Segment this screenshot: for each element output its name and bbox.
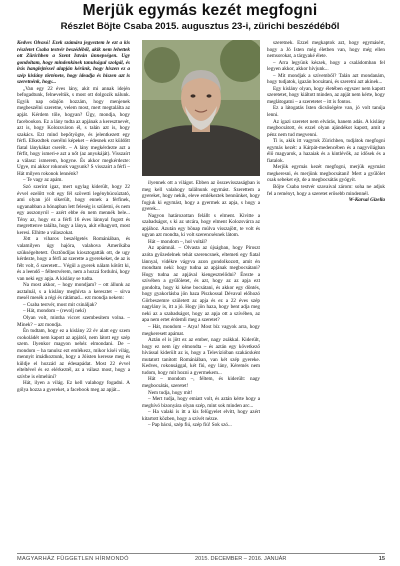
paragraph: Az apámnál. – Olvasta az újságban, hogy Piroszt azóta győzedelnek tehát szerencsnek, eltemeti egy fiatal lánnyal, vidékre vágyva azon gondolkozott, amit én mondtam neki: hogy tudna az apjának megbocsátani? Hogy tudna az apjával kiengesztelődni? Érezte a szívében a gyűlöletet, és azt, hogy az az apja ezt gondolta, hogy ki kéne bocsátani, és akkor egy döntés, hogy gyakorlásba jön haza Piszkossal Dévaval előhozó Görbeszemre született az apja és ez a 22 éves szép nagylány is, itt a jó. Hogy jön haza, hogy bent adja meg neki az a szabadságot, hogy az apja ott a szívében, az apa nem ertet érdemli meg a szeretet? <box>142 245 260 324</box>
page-footer <box>17 553 385 564</box>
paragraph: Egy kislány olyan, hogy életében egyszer nem kapott szeretetet, hogy kiáltott minden, az apját nem kérte, hogy meglátogatni – a szeretetet – itt is fontos. <box>267 85 385 105</box>
paragraph: – Mert tudja, hogy emiatt volt, és aztán kérte hogy a meghívó bizonyára olyan szép, mint sok minden arc... <box>142 396 260 409</box>
paragraph: Én tudtam, hogy ez a kislány 22 év alatt egy szem csokoládét nem kapott az apjától, nem látott egy szép szem. Ilyenkor magyon nehéz elmondani. De – mondom – ha tanulsz ezt emlékezz, mikor kíséi világ, mennyit imádkoztunk, hogy a Jóisten keresse meg és küldje el hozzád az édesapádat. Most 22 évvel elteltével és ez elérkeztél, az a válasz most, hogy a szívbe is elmelúni? <box>17 328 130 380</box>
paragraph: szeretnek. Ezzel megkaptok azt, hogy egymásért, hogy a Jó Isten még életben van, hogy még ellen nemsorokat, a tárgyaké élete. <box>267 40 385 60</box>
page-number: 15 <box>378 556 385 562</box>
paragraph: Nem tudja, hogy mit! <box>148 389 193 396</box>
paragraph: Szó szerint igaz, mert ugylag kiderült, hogy 22 évvel ezelőtt volt egy fél szövetti legénybúcsúztató, ami olyan jól sikerült, hogy ennek a férfinek, ugyanabban a hónapban lett feleség is születni, és nem egy asszonyról – azért ebbe én nem mennék bele... Tény az, hogy ez a férfi 16 éves lánnyal fogott és megrettenve találta, hogy a lánya, akit elhagyott, most keresi. Elhitte a válaszokat. <box>17 184 130 236</box>
paragraph: Hát – mondom –, féltem, és kiderült: nagy megbocsátás, szeretet! <box>142 376 260 389</box>
paragraph: – Hát, mondom – Atya! Most bíz vagyok arra, hogy megkeresett apámat. <box>142 324 260 337</box>
paragraph: Ti is, akik itt vagytok Zürichben, tudjátok megfogni egymás kezét: a Kárpát-medencében és a nagyvilágban élő magyarok, a hazaiak és a kintlévők, az idősek és a fiatalok. <box>267 138 385 164</box>
paragraph: Jött a viharos beszélgetés Romániában, és valamilyen úgy hajóra, valahova Amerikába szükségeltetett. Ösztöndíjas kiosztogatták ott, de ugy kérdezte, hogy a férfi az szerette a gyerekeket, de az is félt volt, ő szeretett... Végül a gyerek nálam kötött ki, és a leendő – féltestvérem, nem a hozzá fordulni, hogy van neki egy apja. A kislány se tudta. <box>17 236 130 282</box>
paragraph: Olyan volt, mintha viccet szembesítem volna. – Minek? – azt mondja. <box>17 314 130 328</box>
author-signature: W-Karsai Gizella <box>348 197 385 204</box>
article-column-1 <box>17 40 130 550</box>
paragraph: – Hát, mondom – (revolj neki) <box>23 308 86 315</box>
paragraph: Hát, ilyen a világ. Ez kell valahogy fogadni. A gólya hozza a gyereket, a facebook meg az apját... <box>17 380 130 393</box>
paragraph: Az igazi szeretet nem elvárás, hanem adás. A kislány megbocsátott, és ezzel olyan ajándékot kapott, amit a pénz nem tud megvenni. <box>267 118 385 138</box>
paragraph: – Pap bácsi, szép fiú, szép fiú! Sok szó... <box>148 422 232 429</box>
footer-date: 2015. DECEMBER – 2016. JANUÁR <box>195 556 287 562</box>
article-lead: Kedves Olvasó! Ezek számára jegyeztem le ezt a kis részletet Csaba testvér beszédéből, akik nem lehettek ott Zürichben a Szent István ünnepségen. Ugy gondoltam, hogy mindenkinek tanulságul szolgál, és írás hanglejtéssel alapján kérünk, hogy hiszen ez a szép kislány története, hogy ideadja és hiszen azt is szeretnénk, hogy... <box>17 40 130 86</box>
paragraph: ilyennek ott a világot. Ebben az összevisszaságban is meg kell valahogy találnunk egymást. Szerettem a gyereket, hogy nekik, eleve emlékeztek bennünket, hogy fogjuk ki egymást, hogy a gyermek az apja, s hogy a gyerek... <box>142 180 260 213</box>
paragraph: Merjük egymás kezét megfogni, merjük egymást megkeresni, és merjünk megbocsátani! Mert a gyűlölet csak sebeket ejt, de a megbocsátás gyógyít. <box>267 164 385 184</box>
portrait-photo <box>142 40 260 176</box>
paragraph: „Van egy 22 éves lány, akit mi annak idején befogadtunk, felneveltük, s most ott dolgozik nálunk. Egyik nap odajön hozzám, hogy menjenek megbeszélni szeretne, velem most, mert megtalálta az apját. Kérdem tőle, hogyan? Úgy, mondja, hogy facebookon. Ez a lány tudta az apjának a keresztnevét, azt is, hogy Kolozsváron él, s talán azt is, hogy szakács. Ezt mind bepötyögte, és jelentkezett egy férfi. Elkezdtek cserélni képeket – édesnek ezt küldött fiatal lánykákat cserélt. – A lány megkérdezte azt a férfit, hogy ismeri-e azt a nőt (az anyukáját). Visszaírt a válasz: ismerem, hogyne. És akkor megkérdezte: Ugye, mi akkor rokonok vagyunk? S visszaírt a férfi – Hát milyen rokonok lennénk? <box>17 85 130 177</box>
paragraph: – Arra legyünk készek, hogy a családomban fel legyen akkor, akkor hívjunk... <box>267 59 385 73</box>
paragraph: – Csaba testvér, most mit csináljak? <box>23 301 97 308</box>
paragraph: Aztán el is jött ez az ember, nagy zsákkal. Kiderült, hogy ez nem így elmondta – és aztán egy következő hívással kiderült az is, hogy a Televízióban szakácsként mutatott tanított Romániában, van két szép gyereke. Kedves, rokonsággal, két fiú, egy lány, Kéremés nem tudom, hogy mit hozni a gyermekem... <box>142 337 260 376</box>
article-title: Merjük egymás kezét megfogni <box>82 2 318 19</box>
portrait-illustration <box>142 40 260 176</box>
article-column-2 <box>142 180 260 550</box>
paragraph: – Ha valaki is itt a kis felügyelet elvitt, hogy azért kitartott közben, hogy a szívét nézze. <box>142 409 260 422</box>
footer-publication: MAGYARHÁZ FÜGGETLEN HÍRMONDÓ <box>17 556 129 562</box>
paragraph: Hát – mondom –, hol voltál? <box>148 238 208 245</box>
paragraph: Na most akkor, – hogy mondjam? – ott állunk az asztalnál, s a kislány meghívta a keresztet – sírva mesél mesék a régi és rátámad... ezt mondja nekem: <box>17 282 130 302</box>
paragraph: Böjte Csaba testvér szavaival zárom: soha ne adjuk fel a reményt, hogy a szeretet erősebb mindennél. <box>267 184 385 197</box>
article-column-3 <box>267 40 385 550</box>
paragraph: Ez a látogatás Isten dicsőségére van, jó volt tanúja lenni. <box>267 105 385 119</box>
paragraph: Nagyon határozottan felállt s elment. Kivitte a szabadságot, s ki az utcára, hogy elment Kolozsvárra az apjához. Azután egy bönap múlva visszajött, te volt és ugyan azt mondta, ki volt szerencsésnek látom. <box>142 212 260 239</box>
paragraph: – Mit mondjak a szívemből? Talán azt mondanám, hogy tudjatok, igazán bocsátani, és szeretni azt akinek... <box>267 72 385 86</box>
paragraph: – Te vagy az apám. <box>23 177 63 184</box>
article-subtitle: Részlet Böjte Csaba 2015. augusztus 23-i, zürichi beszédéből <box>60 21 340 32</box>
